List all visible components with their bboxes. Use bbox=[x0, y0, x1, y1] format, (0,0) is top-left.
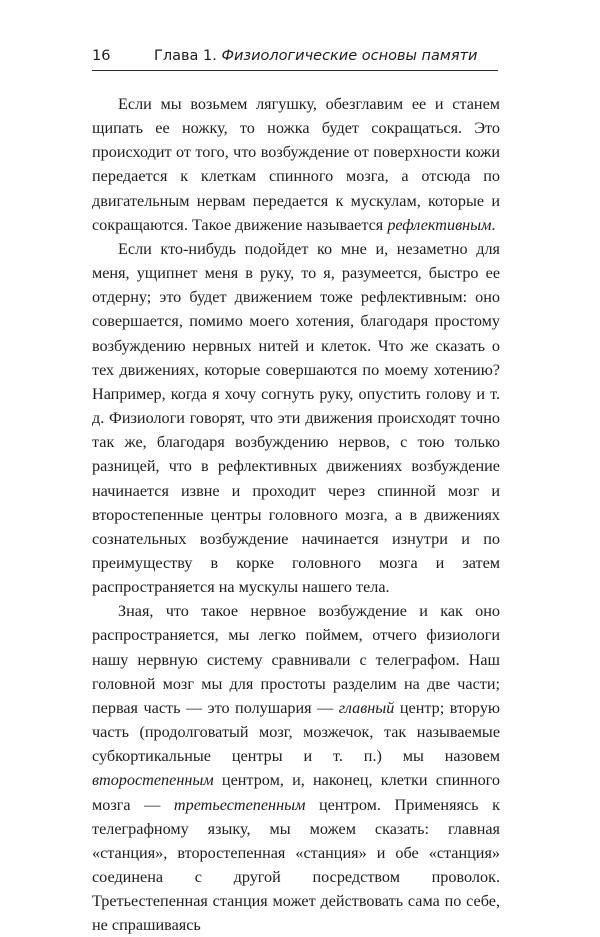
term-reflective: рефлективным bbox=[387, 215, 492, 234]
chapter-title: Физиологические основы памяти bbox=[221, 48, 478, 64]
paragraph: Зная, что такое нервное возбуждение и как оно распространяется, мы легко поймем, отчего физиологи нашу нервную систему сравнивали с телеграфом. Наш головной мозг мы для простоты разделим на две части; первая часть — это полушария — главный центр; вторую часть (продолговатый мозг, мозжечок, так называемые субкортикальные центры и т. п.) мы назовем второстепенным центром, и, наконец, клетки спинного мозга — третьестепенным центром. Применяясь к телеграфному языку, мы можем сказать: главная «станция», второстепенная «станция» и обе «станция» соединена с другой посредством проволок. Третьестепенная станция может действовать сама по себе, не спрашиваясь bbox=[92, 602, 501, 935]
paragraph: Если кто-нибудь подойдет ко мне и, незаметно для меня, ущипнет меня в руку, то я, разумеется, быстро ее отдерну; это будет движением тоже рефлективным: оно совершается, помимо моего хотения, благодаря простому возбуждению нервных нитей и клеток. Что же сказать о тех движениях, которые совершаются по моему хотению? Например, когда я хочу согнуть руку, опустить голову и т. д. Физиологи говорят, что эти движения происходят точно так же, благодаря возбуждению нервов, с тою только разницей, что в рефлективных движениях возбуждение начинается извне и проходит через спинной мозг и второстепенные центры головного мозга, а в движениях сознательных возбуждение начинается изнутри и по преимуществу в корке головного мозга и затем распространяется на мускулы нашего тела. bbox=[92, 239, 500, 597]
chapter-label: Глава 1. bbox=[154, 48, 217, 64]
paragraph: Если мы возьмем лягушку, обезглавим ее и станем щипать ее ножку, то ножка будет сокращаться. Это происходит от того, что возбуждение от поверхности кожи передается к клеткам спинного мозга, а отсюда по двигательным нервам передается к мускулам, которые и сокращаются. Такое движение называется рефлективным. bbox=[92, 95, 500, 234]
page-number: 16 bbox=[92, 48, 111, 64]
body-text bbox=[92, 92, 500, 937]
term-tertiary: третьестепенным bbox=[173, 795, 306, 814]
running-head bbox=[154, 48, 477, 64]
term-main: главный bbox=[338, 698, 395, 717]
running-header bbox=[92, 46, 498, 71]
term-secondary: второстепенным bbox=[92, 771, 214, 790]
